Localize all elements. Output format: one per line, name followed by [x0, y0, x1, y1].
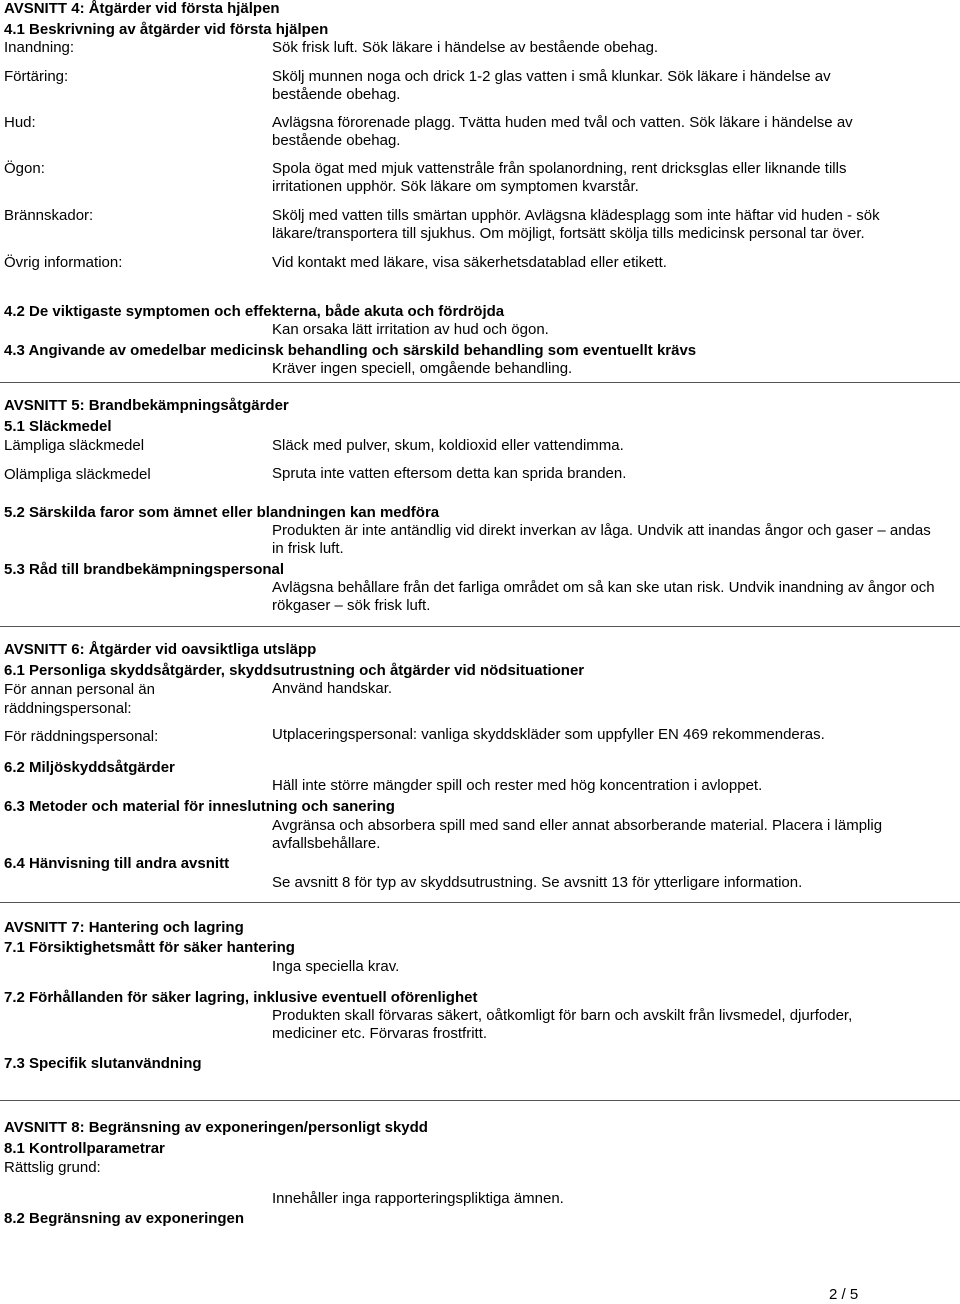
label-brannskador: Brännskador: — [4, 207, 94, 224]
section-5-3-heading: 5.3 Råd till brandbekämpningspersonal — [4, 561, 285, 578]
section-6-heading: AVSNITT 6: Åtgärder vid oavsiktliga utsläpp — [4, 641, 317, 658]
section-divider — [0, 382, 960, 383]
label-ovrig-information: Övrig information: — [4, 254, 123, 271]
section-6-2-heading: 6.2 Miljöskyddsåtgärder — [4, 759, 175, 776]
section-divider — [0, 626, 960, 627]
value-hud: Avlägsna förorenade plagg. Tvätta huden med tvål och vatten. Sök läkare i händelse av bestående obehag. — [272, 114, 853, 149]
value-rattslig-grund: Innehåller inga rapporteringspliktiga ämnen. — [272, 1190, 564, 1207]
label-ogon: Ögon: — [4, 160, 45, 177]
section-7-2-heading: 7.2 Förhållanden för säker lagring, inklusive eventuell oförenlighet — [4, 989, 478, 1006]
label-rattslig-grund: Rättslig grund: — [4, 1159, 101, 1176]
value-annan-personal: Använd handskar. — [272, 680, 393, 697]
value-inandning: Sök frisk luft. Sök läkare i händelse av bestående obehag. — [272, 39, 659, 56]
label-hud: Hud: — [4, 114, 36, 131]
section-divider — [0, 1100, 960, 1101]
section-4-heading: AVSNITT 4: Åtgärder vid första hjälpen — [4, 0, 280, 17]
value-ovrig-information: Vid kontakt med läkare, visa säkerhetsdatablad eller etikett. — [272, 254, 667, 271]
section-6-4-value: Se avsnitt 8 för typ av skyddsutrustning. Se avsnitt 13 för ytterligare information. — [272, 874, 803, 891]
section-7-1-heading: 7.1 Försiktighetsmått för säker hantering — [4, 939, 295, 956]
section-4-2-value: Kan orsaka lätt irritation av hud och ögon. — [272, 321, 549, 338]
value-ogon: Spola ögat med mjuk vattenstråle från spolanordning, rent dricksglas eller liknande tills irritationen upphör. Sök läkare om symptomen kvarstår. — [272, 160, 847, 195]
section-8-heading: AVSNITT 8: Begränsning av exponeringen/personligt skydd — [4, 1119, 428, 1136]
value-olampliga-slackmedel: Spruta inte vatten eftersom detta kan sprida branden. — [272, 465, 627, 482]
label-inandning: Inandning: — [4, 39, 75, 56]
value-lampliga-slackmedel: Släck med pulver, skum, koldioxid eller vattendimma. — [272, 437, 624, 454]
section-4-3-heading: 4.3 Angivande av omedelbar medicinsk behandling och särskild behandling som eventuellt krävs — [4, 342, 697, 359]
value-raddningspersonal: Utplaceringspersonal: vanliga skyddskläder som uppfyller EN 469 rekommenderas. — [272, 726, 825, 743]
section-divider — [0, 902, 960, 903]
section-5-1-heading: 5.1 Släckmedel — [4, 418, 112, 435]
label-raddningspersonal: För räddningspersonal: — [4, 728, 159, 745]
section-4-2-heading: 4.2 De viktigaste symptomen och effekterna, både akuta och fördröjda — [4, 303, 505, 320]
section-5-3-value: Avlägsna behållare från det farliga området om så kan ske utan risk. Undvik inandning av ångor och rökgaser – sök frisk luft. — [272, 579, 935, 614]
page-number: 2 / 5 — [829, 1286, 859, 1303]
value-brannskador: Skölj med vatten tills smärtan upphör. Avlägsna klädesplagg som inte häftar vid huden - sök läkare/transportera till sjukhus. Om möjligt, fortsätt skölja tills medicinsk personal tar över. — [272, 207, 880, 242]
section-7-1-value: Inga speciella krav. — [272, 958, 400, 975]
label-lampliga-slackmedel: Lämpliga släckmedel — [4, 437, 145, 454]
section-5-heading: AVSNITT 5: Brandbekämpningsåtgärder — [4, 397, 289, 414]
section-6-2-value: Häll inte större mängder spill och rester med hög koncentration i avloppet. — [272, 777, 763, 794]
section-7-heading: AVSNITT 7: Hantering och lagring — [4, 919, 244, 936]
section-4-1-heading: 4.1 Beskrivning av åtgärder vid första hjälpen — [4, 21, 329, 38]
section-7-3-heading: 7.3 Specifik slutanvändning — [4, 1055, 202, 1072]
value-fortaring: Skölj munnen noga och drick 1-2 glas vatten i små klunkar. Sök läkare i händelse av bestående obehag. — [272, 68, 831, 103]
section-6-3-heading: 6.3 Metoder och material för inneslutning och sanering — [4, 798, 395, 815]
label-olampliga-slackmedel: Olämpliga släckmedel — [4, 466, 151, 483]
section-7-2-value: Produkten skall förvaras säkert, oåtkomligt för barn och avskilt från livsmedel, djurfoder, mediciner etc. Förvaras frostfritt. — [272, 1007, 853, 1042]
label-annan-personal: För annan personal än räddningspersonal: — [4, 681, 155, 717]
section-5-2-value: Produkten är inte antändlig vid direkt inverkan av låga. Undvik att inandas ångor och gaser – andas in frisk luft. — [272, 522, 931, 557]
section-5-2-heading: 5.2 Särskilda faror som ämnet eller blandningen kan medföra — [4, 504, 440, 521]
section-6-1-heading: 6.1 Personliga skyddsåtgärder, skyddsutrustning och åtgärder vid nödsituationer — [4, 662, 585, 679]
label-fortaring: Förtäring: — [4, 68, 69, 85]
section-8-1-heading: 8.1 Kontrollparametrar — [4, 1140, 165, 1157]
section-6-3-value: Avgränsa och absorbera spill med sand eller annat absorberande material. Placera i lämplig avfallsbehållare. — [272, 817, 883, 852]
section-8-2-heading: 8.2 Begränsning av exponeringen — [4, 1210, 245, 1227]
section-4-3-value: Kräver ingen speciell, omgående behandling. — [272, 360, 573, 377]
section-6-4-heading: 6.4 Hänvisning till andra avsnitt — [4, 855, 230, 872]
